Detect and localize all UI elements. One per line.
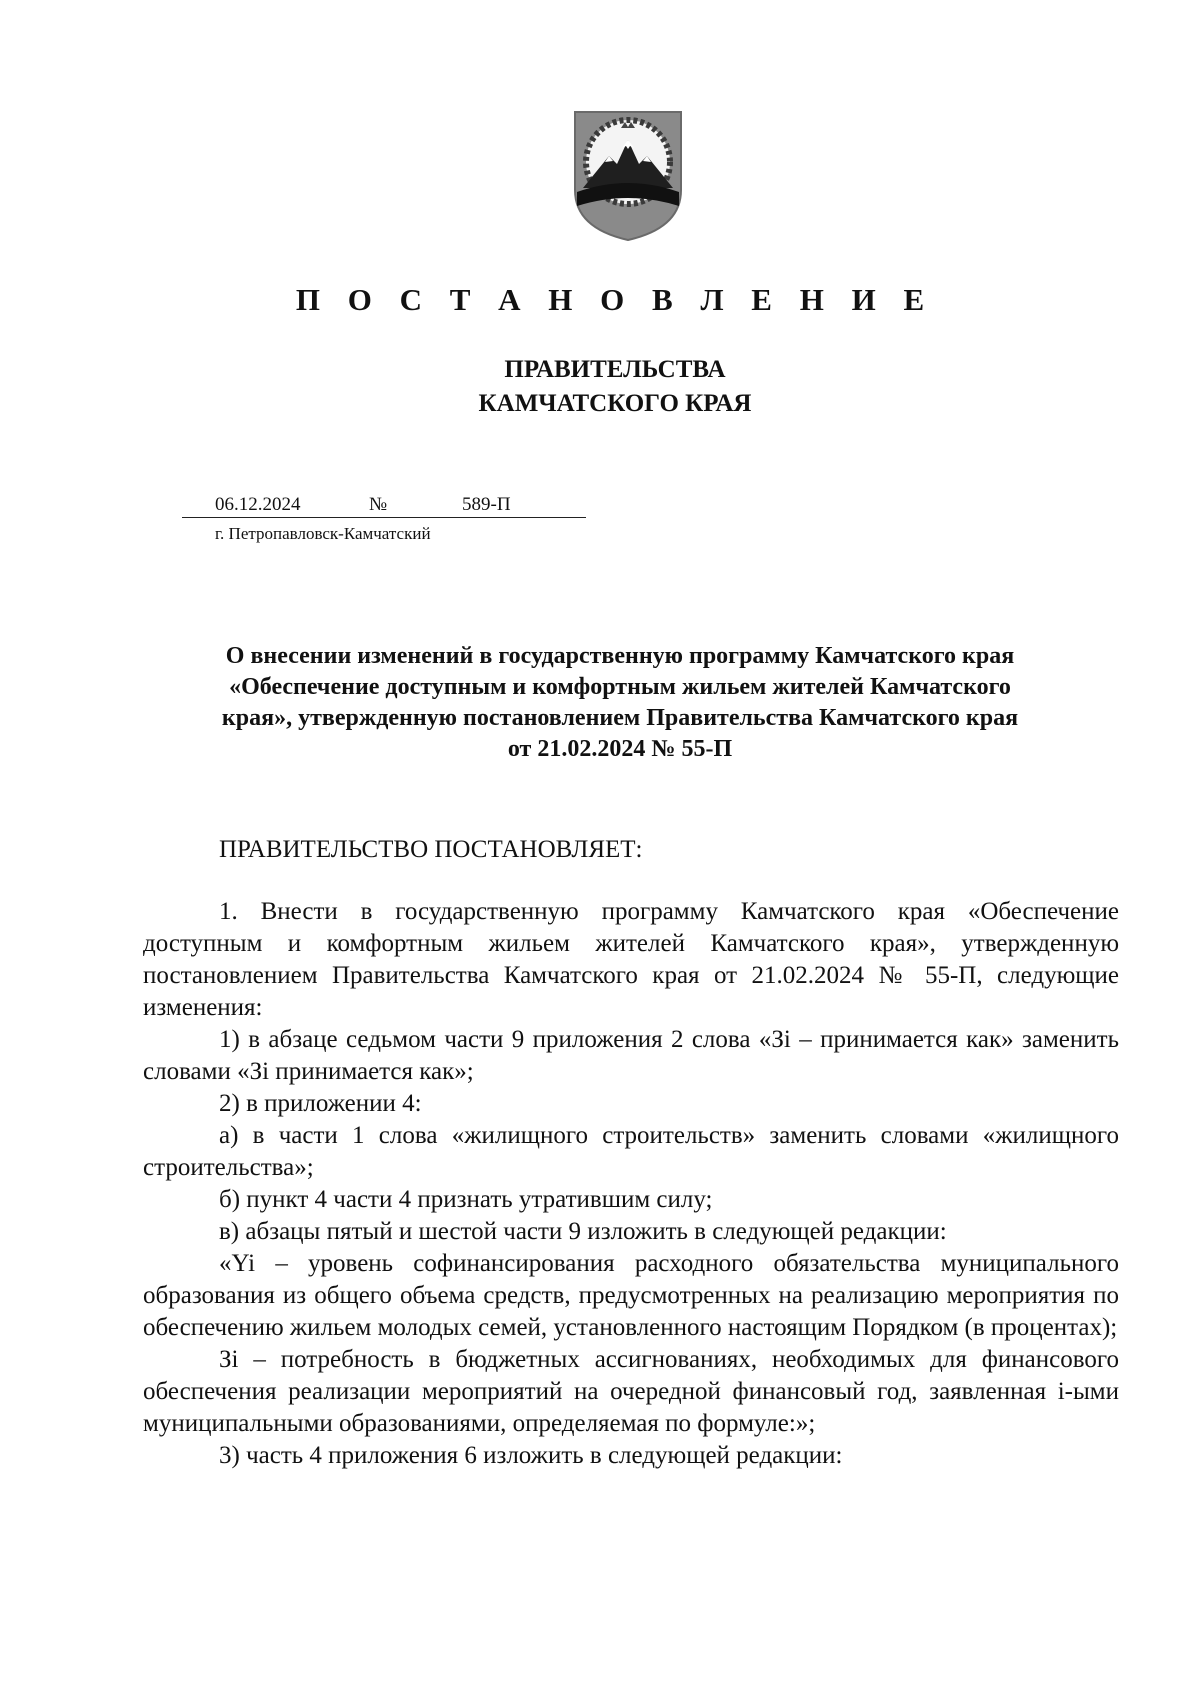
paragraph: а) в части 1 слова «жилищного строительств» заменить словами «жилищного строительства»; xyxy=(143,1122,1119,1181)
paragraph: «Yi – уровень софинансирования расходного обязательства муниципального образования из общего объема средств, предусмотренных на реализацию мероприятия по обеспечению жильем молодых семей, установленного настоящим Порядком (в процентах); xyxy=(143,1250,1119,1341)
document-title xyxy=(120,641,1120,765)
document-body xyxy=(143,896,1119,1472)
paragraph: 1) в абзаце седьмом части 9 приложения 2 слова «Зi – принимается как» заменить словами «Зi принимается как»; xyxy=(143,1026,1119,1085)
issuer-line-2: КАМЧАТСКОГО КРАЯ xyxy=(478,390,752,417)
paragraph: в) абзацы пятый и шестой части 9 изложить в следующей редакции: xyxy=(219,1218,947,1245)
city-label: г. Петропавловск-Камчатский xyxy=(215,524,431,543)
registration-number: 589-П xyxy=(462,494,511,515)
issuer-line-1: ПРАВИТЕЛЬСТВА xyxy=(504,356,726,383)
paragraph: 3) часть 4 приложения 6 изложить в следующей редакции: xyxy=(219,1442,843,1469)
title-line: «Обеспечение доступным и комфортным жильем жителей Камчатского xyxy=(229,674,1011,700)
registration-number-sign: № xyxy=(369,494,388,515)
paragraph: Зi – потребность в бюджетных ассигнованиях, необходимых для финансового обеспечения реализации мероприятий на очередной финансовый год, заявленная i-ыми муниципальными образованиями, определяемая по формуле:»; xyxy=(143,1346,1119,1437)
title-line: края», утвержденную постановлением Правительства Камчатского края xyxy=(221,705,1019,731)
paragraph: 2) в приложении 4: xyxy=(219,1090,422,1117)
document-type-heading: П О С Т А Н О В Л Е Н И Е xyxy=(295,282,935,317)
resolution-heading: ПРАВИТЕЛЬСТВО ПОСТАНОВЛЯЕТ: xyxy=(219,836,643,863)
paragraph: б) пункт 4 части 4 признать утратившим силу; xyxy=(219,1186,713,1213)
paragraph: 1. Внести в государственную программу Камчатского края «Обеспечение доступным и комфортным жильем жителей Камчатского края», утвержденную постановлением Правительства Камчатского края от 21.02.2024 № 55-П, следующие изменения: xyxy=(143,898,1119,1021)
registration-underline xyxy=(182,517,586,518)
registration-date: 06.12.2024 xyxy=(215,494,301,515)
title-line: О внесении изменений в государственную программу Камчатского края xyxy=(225,643,1015,669)
coat-of-arms-emblem xyxy=(573,110,683,242)
title-line: от 21.02.2024 № 55-П xyxy=(507,736,733,762)
